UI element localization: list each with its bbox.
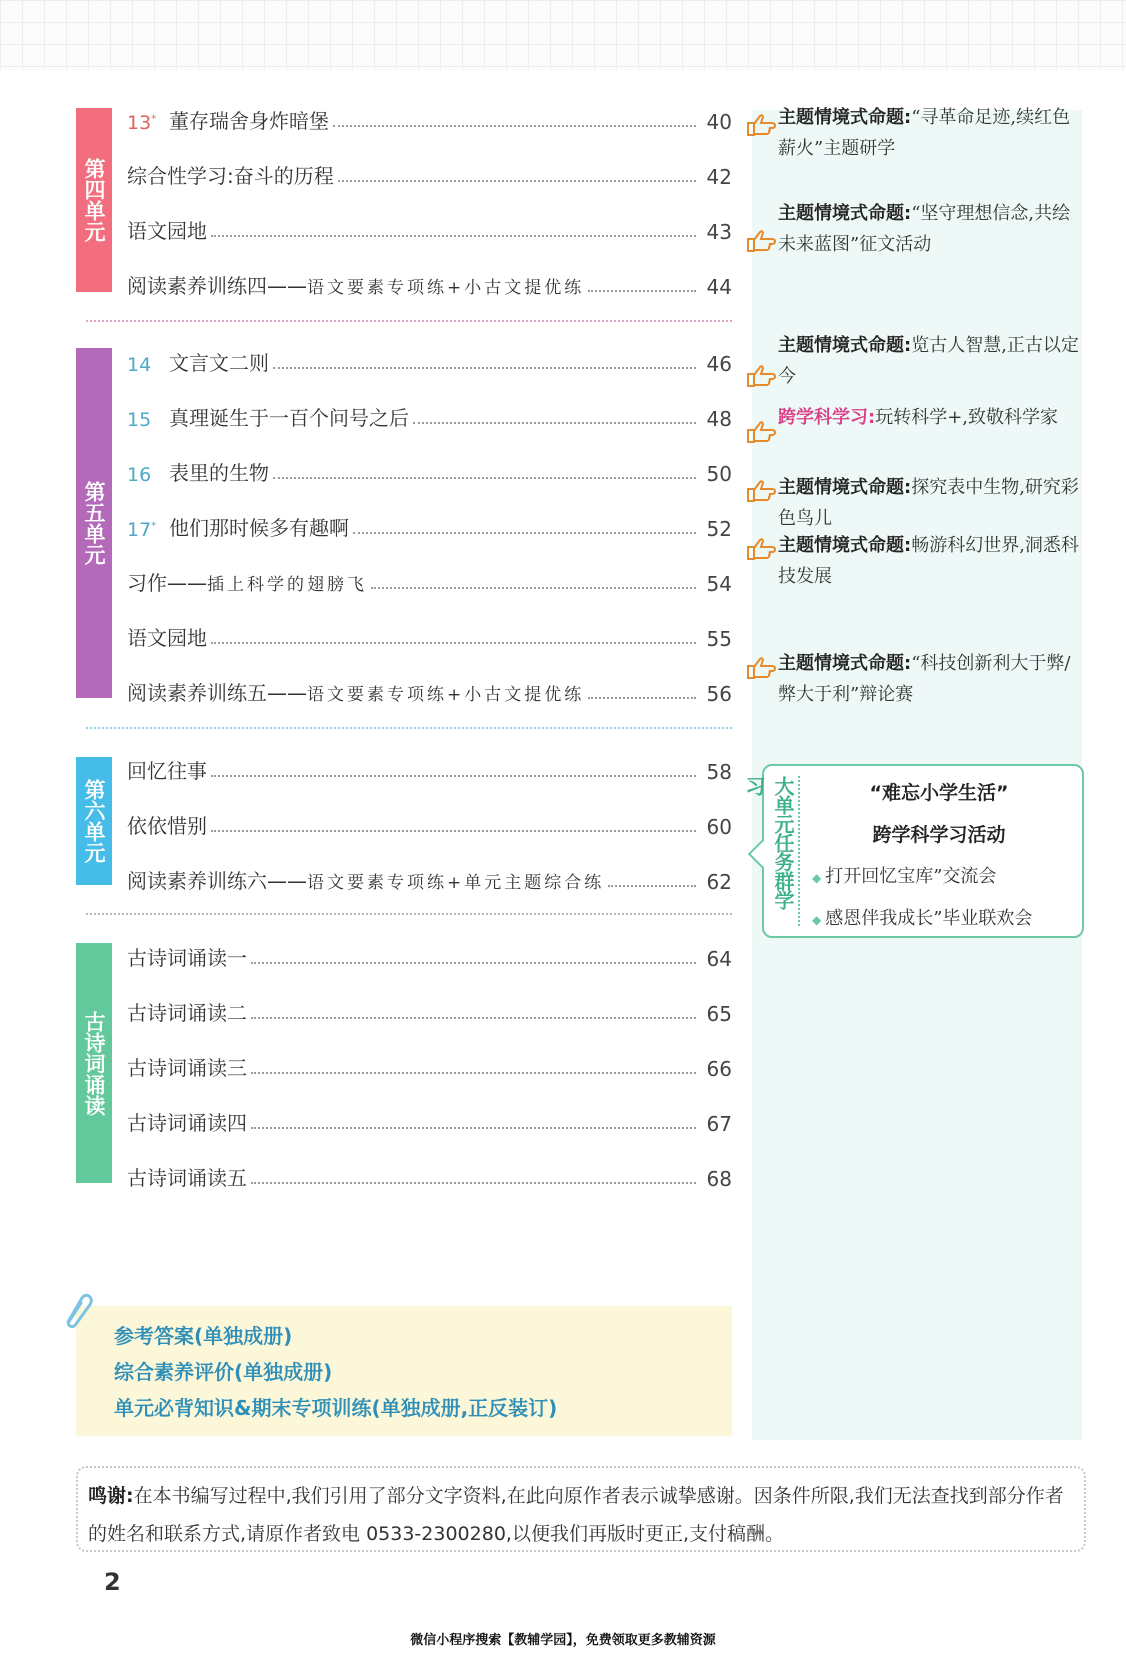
page-number: 68 [706,1167,732,1191]
lesson-title: 古诗词诵读三 [127,1056,247,1080]
page-number-footer: 2 [104,1568,121,1596]
toc-row[interactable] [127,562,732,596]
task-title: “难忘小学生活” [869,782,1009,804]
leader-dots [211,775,696,777]
unit-label: 第五单元 [82,481,106,565]
page-number: 56 [706,682,732,706]
page-number: 62 [706,870,732,894]
theme-item: 主题情境式命题:“寻革命足迹,续红色薪火”主题研学 [778,107,1071,159]
lesson-number: 14 [127,354,152,376]
diamond-icon: ◆ [812,871,822,885]
leader-dots [588,290,696,292]
unit-bar-ancient-poems [76,943,112,1183]
toc-row[interactable] [127,1047,732,1081]
toc-row[interactable] [127,452,732,486]
lesson-number: 13* [127,112,157,134]
theme-item: 主题情境式命题:览古人智慧,正古以定今 [778,335,1079,387]
toc-row[interactable] [127,1157,732,1191]
toc-row[interactable] [127,805,732,839]
lesson-title: 古诗词诵读四 [127,1111,247,1135]
unit-task-group-box [742,764,1084,938]
supplement-item: 单元必背知识&期末专项训练(单独成册,正反装订) [114,1396,558,1420]
lesson-number: 17* [127,519,157,541]
toc-row[interactable] [127,210,732,244]
page-number: 43 [706,220,732,244]
page-number: 58 [706,760,732,784]
grid-paper-header [0,0,1126,70]
task-bullet: ◆ 打开回忆宝库”交流会 [812,866,997,887]
page-number: 44 [706,275,732,299]
theme-item: 主题情境式命题:“坚守理想信念,共绘未来蓝图”征文活动 [778,203,1071,255]
toc-row[interactable] [127,100,732,134]
page-number: 55 [706,627,732,651]
theme-item: 跨学科学习:玩转科学+,致敬科学家 [778,407,1059,428]
acknowledgement-box [76,1466,1086,1552]
page-number: 50 [706,462,732,486]
leader-dots [251,1182,696,1184]
lesson-number: 15 [127,409,152,431]
footer-promo: 微信小程序搜索【教辅学园】，免费领取更多教辅资源 [410,1633,716,1648]
toc-row[interactable] [127,937,732,971]
task-subtitle: 跨学科学习活动 [872,824,1006,846]
lesson-title: 综合性学习:奋斗的历程 [127,164,334,188]
leader-dots [273,477,696,479]
lesson-title: 阅读素养训练四——语文要素专项练+小古文提优练 [127,274,585,298]
unit-separator [86,727,732,729]
paperclip-icon [60,1292,94,1330]
leader-dots [211,642,696,644]
toc-row[interactable] [127,617,732,651]
toc-row[interactable] [127,342,732,376]
leader-dots [371,587,696,589]
unit-separator [86,913,732,915]
page-number: 65 [706,1002,732,1026]
leader-dots [333,125,696,127]
leader-dots [211,830,696,832]
lesson-title: 语文园地 [127,626,207,650]
leader-dots [273,367,696,369]
page-number: 67 [706,1112,732,1136]
lesson-title: 依依惜别 [127,814,207,838]
leader-dots [608,885,696,887]
toc-row[interactable] [127,155,732,189]
lesson-title: 古诗词诵读五 [127,1166,247,1190]
unit-bar-4 [76,108,112,292]
lesson-title: 回忆往事 [127,759,207,783]
unit-label: 第四单元 [82,158,106,242]
leader-dots [353,532,696,534]
page-number: 66 [706,1057,732,1081]
supplement-item: 参考答案(单独成册) [114,1324,293,1348]
lesson-title: 表里的生物 [169,461,269,485]
theme-item: 主题情境式命题:“科技创新利大于弊/弊大于利”辩论赛 [778,653,1071,705]
page-number: 52 [706,517,732,541]
page-number: 40 [706,110,732,134]
toc-row[interactable] [127,992,732,1026]
page-number: 60 [706,815,732,839]
leader-dots [588,697,696,699]
leader-dots [251,1072,696,1074]
page-number: 64 [706,947,732,971]
toc-row[interactable] [127,397,732,431]
lesson-title: 古诗词诵读一 [127,946,247,970]
lesson-title: 真理诞生于一百个问号之后 [169,406,409,430]
lesson-title: 他们那时候多有趣啊 [169,516,349,540]
leader-dots [251,1127,696,1129]
supplement-item: 综合素养评价(单独成册) [114,1360,333,1384]
diamond-icon: ◆ [812,913,822,927]
task-bullet: ◆ 感恩伴我成长”毕业联欢会 [812,908,1033,929]
acknowledgement-text: 鸣谢:在本书编写过程中,我们引用了部分文字资料,在此向原作者表示诚挚感谢。因条件所限,我们无法查找到部分作者的姓名和联系方式,请原作者致电 0533-2300280,以便我们再版时更正,支付稿酬。 [88,1485,1064,1545]
unit-bar-6 [76,757,112,885]
page-number: 42 [706,165,732,189]
lesson-title: 古诗词诵读二 [127,1001,247,1025]
toc-row[interactable] [127,860,732,894]
lesson-title: 阅读素养训练六——语文要素专项练+单元主题综合练 [127,869,605,893]
page-number: 54 [706,572,732,596]
leader-dots [251,1017,696,1019]
lesson-title: 阅读素养训练五——语文要素专项练+小古文提优练 [127,681,585,705]
toc-row[interactable] [127,750,732,784]
toc-row[interactable] [127,1102,732,1136]
page-number: 48 [706,407,732,431]
lesson-title: 习作——插上科学的翅膀飞 [127,571,367,595]
lesson-title: 语文园地 [127,219,207,243]
unit-label: 第六单元 [82,779,106,863]
supplements-box [76,1306,732,1436]
page-number: 46 [706,352,732,376]
unit-label: 古诗词诵读 [82,1010,106,1116]
toc-row[interactable] [127,265,732,299]
leader-dots [413,422,696,424]
unit-bar-5 [76,348,112,698]
toc-row[interactable] [127,672,732,706]
toc-row[interactable] [127,507,732,541]
unit-separator [86,320,732,322]
theme-item: 主题情境式命题:畅游科幻世界,洞悉科技发展 [778,535,1079,587]
leader-dots [338,180,696,182]
theme-item: 主题情境式命题:探究表中生物,研究彩色鸟儿 [778,477,1079,529]
leader-dots [211,235,696,237]
leader-dots [251,962,696,964]
task-group-label: 大单元任务群学习 [772,776,800,926]
lesson-title: 文言文二则 [169,351,269,375]
lesson-number: 16 [127,464,152,486]
lesson-title: 董存瑞舍身炸暗堡 [169,109,329,133]
